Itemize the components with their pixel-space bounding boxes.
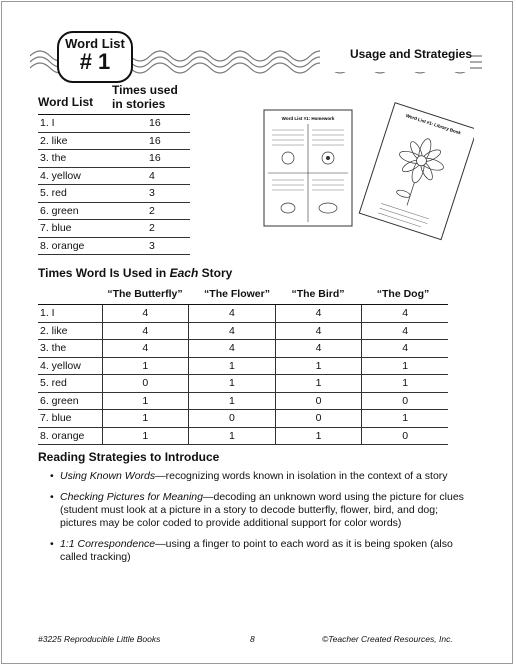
table-row: 3. the 4 4 4 4: [38, 340, 448, 358]
story-usage-table: [38, 304, 448, 445]
times-used-header: Times used in stories: [112, 83, 178, 111]
table-row: 6. green 1 1 0 0: [38, 392, 448, 410]
list-item: • Checking Pictures for Meaning—decoding an unknown word using the picture for clues (student must look at a picture in a story to decode butterfly, flower, bird, and dog; pictures may be color coded to provide additional support for color words): [50, 491, 470, 530]
badge-number: # 1: [79, 49, 111, 74]
homework-sheet-thumbnail: [264, 110, 352, 226]
list-item: • Using Known Words—recognizing words known in isolation in the context of a story: [50, 470, 470, 483]
column-header-dog: “The Dog”: [376, 288, 430, 300]
table-row: 6. green 2: [38, 202, 190, 220]
table-row: 3. the 16: [38, 150, 190, 168]
table-row: 8. orange 3: [38, 237, 190, 255]
library-thumb-title: Word List #1: Library Book: [405, 112, 462, 136]
table-row: 2. like 4 4 4 4: [38, 322, 448, 340]
homework-thumb-title: Word List #1: Homework: [281, 116, 335, 121]
list-item: • 1:1 Correspondence—using a finger to point to each word as it is being spoken (also called tracking): [50, 538, 470, 564]
page-number: 8: [250, 634, 255, 644]
table-row: 4. yellow 4: [38, 167, 190, 185]
worksheet-thumbnails: [262, 100, 474, 250]
word-list-table: [38, 114, 190, 255]
footer-right: ©Teacher Created Resources, Inc.: [322, 634, 453, 644]
table-row: 1. I 16: [38, 115, 190, 133]
column-header-bird: “The Bird”: [291, 288, 345, 300]
word-list-badge: [57, 31, 133, 83]
table-row: 2. like 16: [38, 132, 190, 150]
story-table-title: Times Word Is Used in Each Story: [38, 266, 233, 280]
library-book-thumbnail: [359, 103, 474, 240]
footer-left: #3225 Reproducible Little Books: [38, 634, 161, 644]
table-row: 5. red 3: [38, 185, 190, 203]
column-header-butterfly: “The Butterfly”: [107, 288, 183, 300]
column-header-flower: “The Flower”: [204, 288, 270, 300]
strategies-list: [50, 470, 470, 572]
word-list-header: Word List: [38, 95, 94, 109]
table-row: 7. blue 1 0 0 1: [38, 410, 448, 428]
badge-label: Word List: [65, 36, 125, 51]
header-title: Usage and Strategies: [349, 47, 472, 61]
strategies-title: Reading Strategies to Introduce: [38, 450, 220, 464]
table-row: 4. yellow 1 1 1 1: [38, 357, 448, 375]
table-row: 5. red 0 1 1 1: [38, 375, 448, 393]
table-row: 1. I 4 4 4 4: [38, 305, 448, 323]
table-row: 8. orange 1 1 1 0: [38, 427, 448, 445]
table-row: 7. blue 2: [38, 220, 190, 238]
